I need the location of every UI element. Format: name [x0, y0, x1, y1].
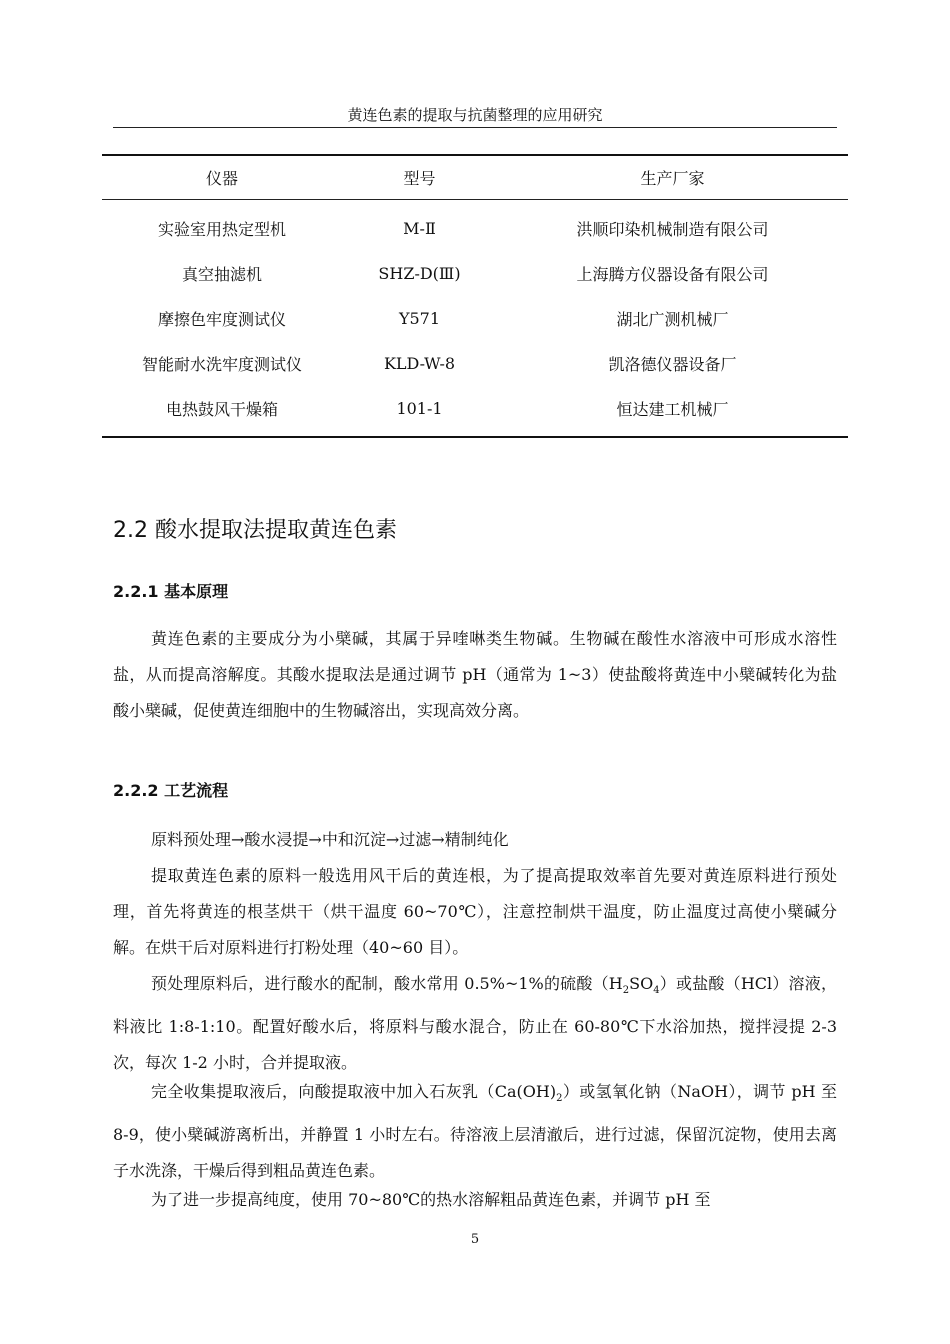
- table-row: [102, 200, 848, 252]
- cell-manufacturer: 洪顺印染机械制造有限公司: [576, 220, 769, 239]
- page-number: 5: [470, 1232, 480, 1247]
- table-header-row: [102, 155, 848, 200]
- table-row: [102, 386, 848, 437]
- table-row: [102, 251, 848, 296]
- cell-model: 101-1: [396, 399, 443, 418]
- table-row: [102, 341, 848, 386]
- text-run: SO: [629, 974, 654, 993]
- text-run: 预处理原料后，进行酸水的配制，酸水常用 0.5%~1%的硫酸（H: [151, 974, 623, 993]
- cell-instrument: 智能耐水洗牢度测试仪: [141, 355, 302, 374]
- cell-manufacturer: 凯洛德仪器设备厂: [608, 355, 737, 374]
- section-heading: 2.2 酸水提取法提取黄连色素: [113, 518, 397, 543]
- header-rule: [113, 127, 837, 128]
- cell-instrument: 摩擦色牢度测试仪: [157, 310, 286, 329]
- cell-manufacturer: 湖北广测机械厂: [616, 310, 729, 329]
- paragraph-neutralization: [113, 1074, 837, 1189]
- column-header-instrument: 仪器: [102, 155, 342, 200]
- running-header: 黄连色素的提取与抗菌整理的应用研究: [347, 106, 603, 124]
- text-run: ）或盐酸（HCl）溶液，料液比 1:8-1:10。配置好酸水后，将原料与酸水混合，防止在 60-80℃下水浴加热，搅拌浸提 2-3 次，每次 1-2 小时，合并提取液。: [113, 974, 837, 1073]
- text-run: ）或氢氧化钠（NaOH），调节 pH 至 8-9，使小檗碱游离析出，并静置 1 小时左右。待溶液上层清澈后，进行过滤，保留沉淀物，使用去离子水洗涤，干燥后得到粗品黄连色素。: [113, 1082, 837, 1181]
- cell-model: SHZ-D(Ⅲ): [378, 264, 461, 283]
- column-header-model: 型号: [342, 155, 497, 200]
- cell-model: Y571: [398, 309, 441, 328]
- text-run: 完全收集提取液后，向酸提取液中加入石灰乳（Ca(OH): [151, 1082, 557, 1101]
- cell-instrument: 真空抽滤机: [181, 265, 262, 284]
- subsection-heading-process: 2.2.2 工艺流程: [113, 781, 229, 800]
- cell-model: KLD-W-8: [383, 354, 456, 373]
- cell-model: M-Ⅱ: [403, 219, 436, 238]
- column-header-manufacturer: 生产厂家: [497, 155, 848, 200]
- paragraph-pretreatment: 提取黄连色素的原料一般选用风干后的黄连根，为了提高提取效率首先要对黄连原料进行预处理，首先将黄连的根茎烘干（烘干温度 60~70℃），注意控制烘干温度，防止温度过高使小檗碱分解。在烘干后对原料进行打粉处理（40~60 目）。: [113, 866, 837, 957]
- subscript: 2: [556, 1093, 563, 1105]
- subscript: 4: [653, 985, 660, 997]
- subscript: 2: [622, 985, 630, 997]
- paragraph-principle: 黄连色素的主要成分为小檗碱，其属于异喹啉类生物碱。生物碱在酸性水溶液中可形成水溶性盐，从而提高溶解度。其酸水提取法是通过调节 pH（通常为 1~3）使盐酸将黄连中小檗碱转化为盐酸小檗碱，促使黄连细胞中的生物碱溶出，实现高效分离。: [113, 629, 837, 720]
- cell-manufacturer: 恒达建工机械厂: [616, 400, 729, 419]
- cell-manufacturer: 上海腾方仪器设备有限公司: [576, 265, 769, 284]
- paragraph-purification: 为了进一步提高纯度，使用 70~80℃的热水溶解粗品黄连色素，并调节 pH 至: [151, 1190, 711, 1209]
- cell-instrument: 实验室用热定型机: [157, 220, 286, 239]
- subsection-heading-principle: 2.2.1 基本原理: [113, 582, 229, 601]
- cell-instrument: 电热鼓风干燥箱: [165, 400, 278, 419]
- table-row: [102, 296, 848, 341]
- instrument-table: [102, 154, 848, 438]
- paragraph-process-flow: 原料预处理→酸水浸提→中和沉淀→过滤→精制纯化: [151, 830, 509, 849]
- paragraph-acid-extraction: [113, 966, 837, 1081]
